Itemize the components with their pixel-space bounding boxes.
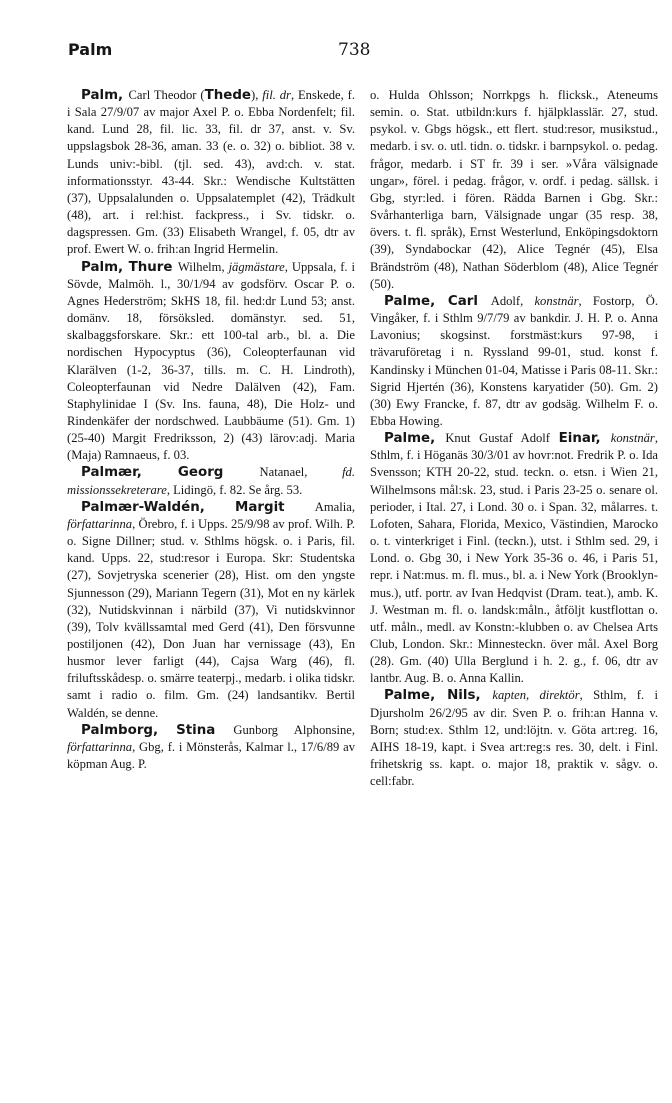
- entry-palmaer-walden-margit: Palmær-Waldén, Margit Amalia, författarinna, Örebro, f. i Upps. 25/9/98 av prof. Wilh. P. o. Signe Dillner; stud. v. Sthlms högsk. o. i Paris, fil. kand. Upps. 22, stud:resor i Europa. Skr: Studentska (27), Sovjetryska scenerier (28), Hist. om den yngste Sjunnesson (29), Mariann Tegern (31), Mot en ny kärlek (32), Nutidskvinnan i närbild (37), Vi nutidskvinnor (39), Tolv kvällssamtal med Gerd (41), Den försvunne postiljonen (42), Don Juan har vernissage (43), En husmor lever farligt (44), Cajsa Warg (46), fl. friluftsskådesp. o. smärre teaterpj., medarb. i olika tidskr. samt i radio o. film. Gm. (24) landsantikv. Bertil Waldén, se denne.: [67, 499, 355, 720]
- entry-palme-carl: Palme, Carl Adolf, konstnär, Fostorp, Ö. Vingåker, f. i Sthlm 9/7/79 av bankdir. J. H. P. o. Anna Lavonius; skogsinst. forstmäst:kurs 97-98, i trävaruföretag i n. Ryssland 99-01, stud. konst f. Kandinsky i München 01-04, Matisse i Paris 08-11. Skr.: Sigrid Hjertén (36), Konstens karyatider (50). Gm. 2) (30) Ewy Francke, f. 87, dtr av godsäg. Wilhelm F. o. Ebba Howing.: [370, 293, 658, 428]
- entry-palmborg-stina: Palmborg, Stina Gunborg Alphonsine, författarinna, Gbg, f. i Mönsterås, Kalmar l., 17/6/89 av köpman Aug. P.: [67, 722, 356, 772]
- page-header: [0, 40, 672, 70]
- page-number: 738: [338, 40, 371, 60]
- right-column: [370, 87, 658, 790]
- running-head: Palm: [68, 40, 113, 59]
- entry-palme-einar: Palme, Knut Gustaf Adolf Einar, konstnär, Sthlm, f. i Höganäs 30/3/01 av hovr:not. Fredrik P. o. Ida Svensson; KTH 20-22, stud. teckn. o. etsn. i Wien 21, Wilhelmsons mål:sk. 23, stud. i Paris 23-25 o. senare ol. perioder, i Ital. 27, i Lond. 30 o. i Span. 32, målarres. t. Lofoten, Sahara, Florida, Mexico, Västindien, Marocko o. t. vinterkriget i Finl. (teckn.), utst. i Sthlm sed. 29, i Lond. o. Gbg 30, i New York 35-36 o. 46, i Paris 51, repr. i Nat:mus. m. fl. mus., bl. a. i New York (Brooklyn-mus.), utf. portr. av Ivan Hedqvist (Dram. teat.), amb. K. J. Westman m. fl. o. landsk:måln., åtföljt kustflottan o. utf. måln., medl. av Konstn:-klubben o. av Chelsea Arts Club, London. Skr.: Minnesteckn. över mål. Axel Borg (28). Gm. (40) Ulla Berglund i h. 2. g., f. 06, dtr av lantbr. Aug. B. o. Anna Kallin.: [370, 431, 658, 686]
- left-column: [67, 87, 355, 773]
- entry-palm-thure: Palm, Thure Wilhelm, jägmästare, Uppsala, f. i Sövde, Malmöh. l., 30/1/94 av godsförv. Oscar P. o. Agnes Hederström; SkHS 18, fil. hed:dr Lund 53; anst. domänv. 18, försöksled. domänstyr. sed. 51, skalbaggsforskare. Skr.: ett 100-tal arb., bl. a. Die nordischen Hypocyptus (36), Coleopterfaunan vid Klarälven (1-2, 36-37, tills. m. C. H. Lindroth), Coleopterfaunan vid Nedre Dalälven (42), Fam. Staphylinidae I (Sv. Ins. fauna, 48), Die Holz- und Rindenkäfer der nordschwed. Laubbäume (51). Gm. 1) (25-40) Margit Fredriksson, 2) (43) lärov:adj. Maria (Maja) Ramnaeus, f. 03.: [67, 259, 355, 463]
- entry-palme-nils: Palme, Nils, kapten, direktör, Sthlm, f. i Djursholm 26/2/95 av dir. Sven P. o. frih:an Hanna v. Born; stud:ex. Sthlm 12, und:löjtn. v. Göta art:reg. 16, AIHS 18-19, kapt. i Svea art:reg:s res. 30, delt. i Finl. frihetskrig ss. kapt. o. major 18, praktik v. sågv. o. cell:fabr.: [370, 688, 658, 789]
- entry-palmaer-georg: Palmær, Georg Natanael, fd. missionssekreterare, Lidingö, f. 82. Se årg. 53.: [67, 465, 356, 497]
- entry-palm-carl-theodor: Palm, Carl Theodor (Thede), fil. dr, Enskede, f. i Sala 27/9/07 av major Axel P. o. Ebba Nordenfelt; fil. kand. Lund 28, fil. lic. 33, fil. dr 37, anst. v. Sv. uppslagsbok 28-36, aman. 33 (e. o. 32) o. bibliot. 38 v. Lunds univ:-bibl. (tjl. sed. 43), avd:ch. v. stat. informationsstyr. 43-44. Skr.: Wendische Kultstätten (37), Uppsalalunden o. Uppsalatemplet (42), Trädkult (48), art. i rel:hist. fackpress., i Sv. tidskr. o. dagspressen. Gm. (33) Elisabeth Wrangel, f. 05, dtr av prof. Ewert W. o. frih:an Ingrid Hermelin.: [67, 88, 355, 257]
- entry-palmborg-continuation: o. Hulda Ohlsson; Norrkpgs h. flicksk., Ateneums semin. o. Stat. utbildn:kurs f. hjälpklasslär. 27, stud. psykol. v. Gbgs högsk., ett flert. stud:resor, musikstud., medarb. i sv. o. utl. tidn. o. tidskr. i barnpsykol. o. pedag. frågor, medarb. i ST fr. 39 i ser. »Våra välsignade ungar», förel. i pedag. frågor, v. ordf. i pedag. sällsk. i Gbg, styr:led. i fören. Rädda Barnen i Gbg. Skr.: Svårhanterliga barn, Välsignade ungar (35 resp. 38, övers. t. fl. språk), Ernst Westerlund, Enköpingsdoktorn (39), Syndabockar (42), Alice Tegnér (45), Elsa Brändström (48), Nathan Söderblom (48), Alice Tegnér (50).: [370, 88, 658, 291]
